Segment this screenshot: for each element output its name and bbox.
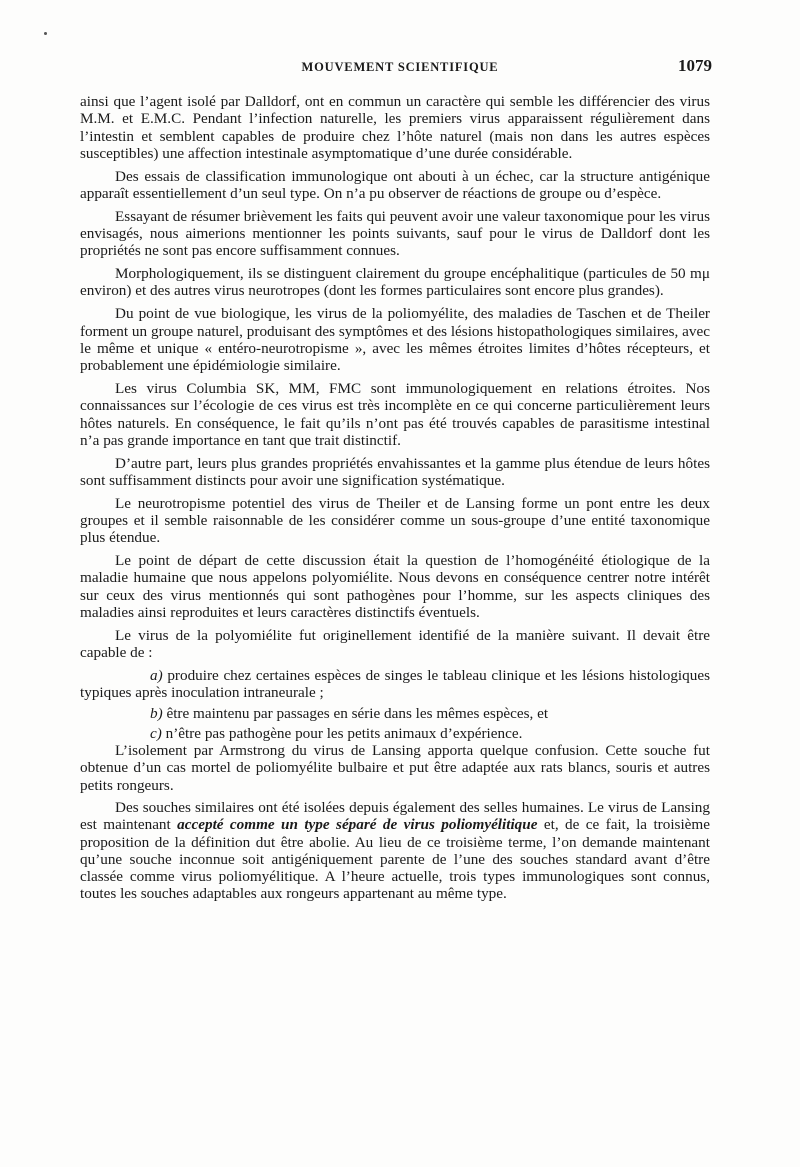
- list-item-c-letter: c): [150, 724, 162, 742]
- paragraph-12-end: et, de ce fait, la troisième proposition de la définition dut être abolie. Au lieu de ce troisième terme, l’on demande maintenant qu’une souche inconnue soit antigéniquement parente de l’une des souches standard avant d’être classée comme virus poliomyélitique. A l’heure actuelle, trois types immunologiques sont connus, toutes les souches adaptables aux rongeurs appartenant au même type.: [80, 816, 710, 903]
- paragraph-12-start: Des souches similaires ont été isolées depuis également des selles humaines. Le virus de Lansing est maintenant: [80, 798, 710, 834]
- paragraph-8: Le neurotropisme potentiel des virus de Theiler et de Lansing forme un pont entre les deux groupes et il semble raisonnable de les considérer comme un sous-groupe d’une entité taxonomique plus étendue.: [80, 494, 710, 547]
- page-number: 1079: [678, 56, 712, 75]
- list-item-b-letter: b): [150, 704, 163, 722]
- paragraph-1: ainsi que l’agent isolé par Dalldorf, ont en commun un caractère qui semble les différencier des virus M.M. et E.M.C. Pendant l’infection naturelle, les premiers virus apparaissent régulièrement dans l’intestin et semblent capables de produire chez l’hôte naturel (mais non dans les autres espèces susceptibles) une affection intestinale asymptomatique d’une durée considérable.: [80, 93, 710, 162]
- running-header: [80, 56, 720, 80]
- list-item-a-letter: a): [150, 666, 163, 684]
- paragraph-6: Les virus Columbia SK, MM, FMC sont immunologiquement en relations étroites. Nos connaissances sur l’écologie de ces virus est très incomplète en ce qui concerne particulièrement leurs hôtes naturels. En conséquence, le fait qu’ils n’ont pas été trouvés capables de parasitisme intestinal n’a pas grande importance en tant que trait distinctif.: [80, 379, 710, 449]
- list-item-a: [80, 667, 710, 702]
- paragraph-2: Des essais de classification immunologique ont abouti à un échec, car la structure antigénique apparaît essentiellement d’un seul type. On n’a pu observer de réactions de groupe ou d’espèce.: [80, 167, 710, 202]
- body-text: [80, 93, 710, 908]
- paragraph-5: Du point de vue biologique, les virus de la poliomyélite, des maladies de Taschen et de Theiler forment un groupe naturel, produisant des symptômes et des lésions histopathologiques similaires, avec le même et unique « entéro-neurotropisme », avec les mêmes étroites limites d’hôtes récepteurs, et probablement une épidémiologie similaire.: [80, 305, 710, 375]
- paragraph-10: Le virus de la polyomiélite fut originellement identifié de la manière suivant. Il devait être capable de :: [80, 626, 710, 662]
- list-item-b: [80, 705, 710, 722]
- paragraph-4: Morphologiquement, ils se distinguent clairement du groupe encéphalitique (particules de 50 mμ environ) et des autres virus neurotropes (dont les formes particulaires sont encore plus grandes).: [80, 265, 710, 300]
- paragraph-7: D’autre part, leurs plus grandes propriétés envahissantes et la gamme plus étendue de leurs hôtes sont suffisamment distincts pour avoir une signification systématique.: [80, 454, 710, 489]
- paragraph-9: Le point de départ de cette discussion était la question de l’homogénéité étiologique de la maladie humaine que nous appelons polyomiélite. Nous devons en conséquence centrer notre intérêt sur ceux des virus mentionnés qui sont pathogènes pour l’homme, sur les aspects cliniques des maladies ainsi reproduites et leurs caractères distinctifs éventuels.: [80, 552, 710, 622]
- list-item-c: [80, 725, 710, 742]
- list-item-b-text: être maintenu par passages en série dans les mêmes espèces, et: [162, 704, 549, 722]
- paragraph-11: L’isolement par Armstrong du virus de Lansing apporta quelque confusion. Cette souche fut obtenue d’un cas mortel de poliomyélite bulbaire et put être adaptée aux rats blancs, souris et autres petits rongeurs.: [80, 742, 710, 794]
- paragraph-12: [80, 799, 710, 903]
- list-item-a-text: produire chez certaines espèces de singes le tableau clinique et les lésions histologiques typiques après inoculation intraneurale ;: [80, 666, 710, 702]
- running-title: MOUVEMENT SCIENTIFIQUE: [301, 60, 499, 74]
- list-item-c-text: n’être pas pathogène pour les petits animaux d’expérience.: [161, 724, 523, 742]
- paragraph-12-emphasis: accepté comme un type séparé de virus poliomyélitique: [177, 816, 538, 834]
- paragraph-3: Essayant de résumer brièvement les faits qui peuvent avoir une valeur taxonomique pour les virus envisagés, nous aimerions mentionner les points suivants, sauf pour le virus de Dalldorf dont les propriétés ne sont pas encore suffisamment connues.: [80, 207, 710, 260]
- margin-dot: [44, 32, 47, 35]
